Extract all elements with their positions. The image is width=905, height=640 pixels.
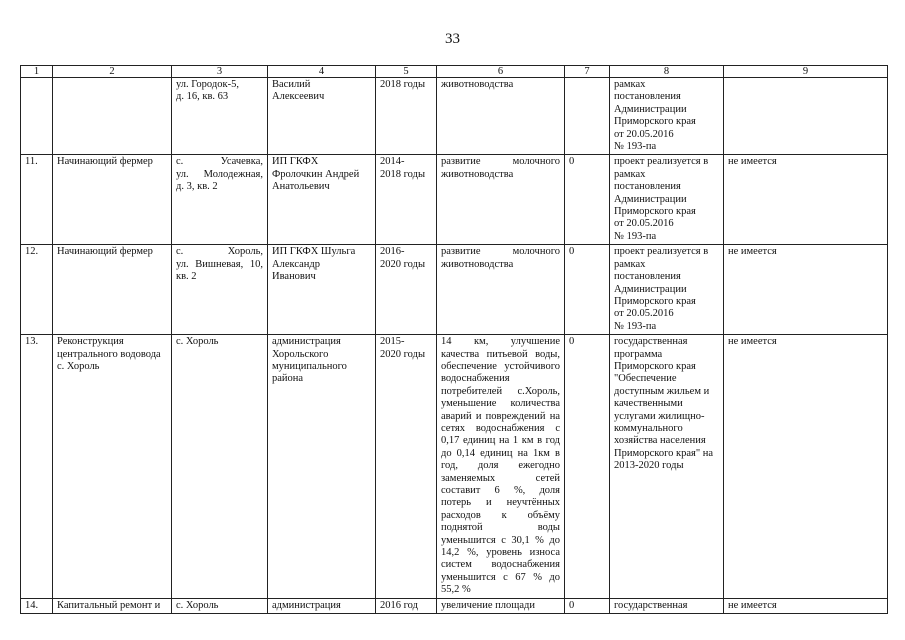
column-header: 5 [376, 66, 437, 78]
column-header: 7 [565, 66, 610, 78]
period-cell: 2018 годы [376, 78, 437, 155]
description-cell: развитие молочного животноводства [437, 155, 565, 245]
column-header: 6 [437, 66, 565, 78]
row-number-cell: 11. [21, 155, 53, 245]
notes-cell: не имеется [724, 155, 888, 245]
table-header-row [21, 66, 888, 78]
table-row [21, 245, 888, 335]
address-cell: ул. Городок-5, д. 16, кв. 63 [172, 78, 268, 155]
description-cell: увеличение площади [437, 598, 565, 613]
initiator-cell: администрация [268, 598, 376, 613]
project-name-cell: Начинающий фермер [53, 155, 172, 245]
initiator-cell: Василий Алексеевич [268, 78, 376, 155]
notes-cell [724, 78, 888, 155]
table-row [21, 598, 888, 613]
column-header: 1 [21, 66, 53, 78]
project-name-cell: Реконструкция центрального водовода с. Хороль [53, 335, 172, 599]
table-row [21, 155, 888, 245]
column-header: 3 [172, 66, 268, 78]
value-cell: 0 [565, 335, 610, 599]
column-header: 8 [610, 66, 724, 78]
description-cell: развитие молочного животноводства [437, 245, 565, 335]
address-cell: с. Хороль [172, 598, 268, 613]
program-cell: государственная [610, 598, 724, 613]
table-row [21, 78, 888, 155]
value-cell: 0 [565, 245, 610, 335]
row-number-cell: 13. [21, 335, 53, 599]
table-row [21, 335, 888, 599]
column-header: 2 [53, 66, 172, 78]
row-number-cell: 14. [21, 598, 53, 613]
program-cell: проект реализуется в рамках постановления Администрации Приморского края от 20.05.2016 № 193-па [610, 155, 724, 245]
notes-cell: не имеется [724, 598, 888, 613]
program-cell: государственная программа Приморского края "Обеспечение доступным жильем и качественными услугами жилищно- коммунального хозяйства населения Приморского края" на 2013-2020 годы [610, 335, 724, 599]
description-cell: животноводства [437, 78, 565, 155]
address-cell: с. Хороль [172, 335, 268, 599]
initiator-cell: ИП ГКФХ Фролочкин Андрей Анатольевич [268, 155, 376, 245]
initiator-cell: ИП ГКФХ Шульга Александр Иванович [268, 245, 376, 335]
period-cell: 2015- 2020 годы [376, 335, 437, 599]
period-cell: 2014- 2018 годы [376, 155, 437, 245]
project-name-cell: Начинающий фермер [53, 245, 172, 335]
row-number-cell [21, 78, 53, 155]
notes-cell: не имеется [724, 335, 888, 599]
project-name-cell: Капитальный ремонт и [53, 598, 172, 613]
address-cell: с. Хороль, ул. Вишневая, 10, кв. 2 [172, 245, 268, 335]
value-cell: 0 [565, 598, 610, 613]
period-cell: 2016 год [376, 598, 437, 613]
value-cell [565, 78, 610, 155]
row-number-cell: 12. [21, 245, 53, 335]
period-cell: 2016- 2020 годы [376, 245, 437, 335]
program-cell: рамках постановления Администрации Приморского края от 20.05.2016 № 193-па [610, 78, 724, 155]
page-number: 33 [445, 31, 460, 47]
address-cell: с. Усачевка, ул. Молодежная, д. 3, кв. 2 [172, 155, 268, 245]
column-header: 4 [268, 66, 376, 78]
notes-cell: не имеется [724, 245, 888, 335]
data-table [20, 65, 888, 614]
initiator-cell: администрация Хорольского муниципального района [268, 335, 376, 599]
value-cell: 0 [565, 155, 610, 245]
column-header: 9 [724, 66, 888, 78]
description-cell: 14 км, улучшение качества питьевой воды, обеспечение устойчивого водоснабжения потребителей с.Хороль, уменьшение количества аварий и повреждений на сетях водоснабжения с 0,17 единиц на 1 км в год до 0,14 единиц на 1км в год, доля ежегодно заменяемых сетей составит 6 %, доля потерь и неучтённых расходов к объёму поднятой воды уменьшится с 30,1 % до 14,2 %, уровень износа систем водоснабжения уменьшится с 67 % до 55,2 % [437, 335, 565, 599]
project-name-cell [53, 78, 172, 155]
program-cell: проект реализуется в рамках постановления Администрации Приморского края от 20.05.2016 № 193-па [610, 245, 724, 335]
